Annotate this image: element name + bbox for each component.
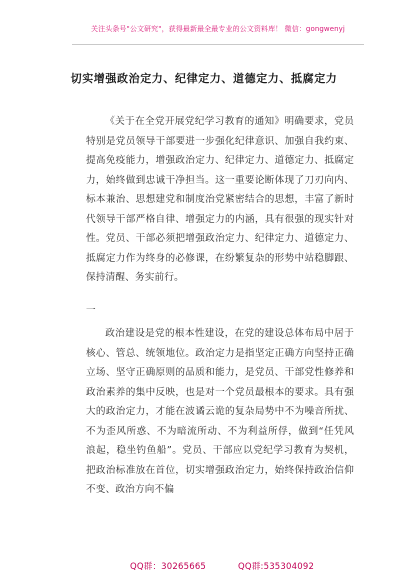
footer — [130, 560, 315, 572]
section-marker: 一 — [86, 305, 96, 316]
footer-qq-group-1: QQ群：30265665 — [130, 562, 207, 572]
document-title: 切实增强政治定力、纪律定力、道德定力、抵腐定力 — [70, 72, 338, 85]
document-body — [86, 112, 354, 538]
paragraph: 《关于在全党开展党纪学习教育的通知》明确要求，党员特别是党员领导干部要进一步强化纪律意识、加强自我约束、提高免疫能力，增强政治定力、纪律定力、道德定力、抵腐定力，始终做到忠诚干净担当。这一重要论断体现了刀刃向内、标本兼治、思想建党和制度治党紧密结合的思想，丰富了新时代领导干部严格自律、增强定力的内涵，具有很强的现实针对性。党员、干部必须把增强政治定力、纪律定力、道德定力、抵腐定力作为终身的必修课，在纷繁复杂的形势中站稳脚跟、保持清醒、务实前行。 — [86, 116, 354, 283]
header-banner — [72, 24, 364, 58]
paragraph: 政治建设是党的根本性建设，在党的建设总体布局中居于核心、管总、统领地位。政治定力是指坚定正确方向坚持正确立场、坚守正确原则的品质和能力，是党员、干部党性修养和政治素养的集中反映，也是对一个党员最根本的要求。具有强大的政治定力，才能在波谲云诡的复杂局势中不为噪音所扰、不为歪风所惑、不为暗流所动、不为利益所俘，做到“任凭风浪起，稳坐钓鱼船”。党员、干部应以党纪学习教育为契机，把政治标准放在首位，切实增强政治定力，始终保持政治信仰不变、政治方向不偏 — [86, 328, 354, 495]
header-banner-text: 关注头条号"公文研究"，获得最新最全最专业的公文资料库！ 微信：gongwenyj — [91, 25, 345, 33]
footer-qq-group-2: QQ群:535304092 — [238, 562, 315, 572]
header-divider — [72, 44, 364, 45]
